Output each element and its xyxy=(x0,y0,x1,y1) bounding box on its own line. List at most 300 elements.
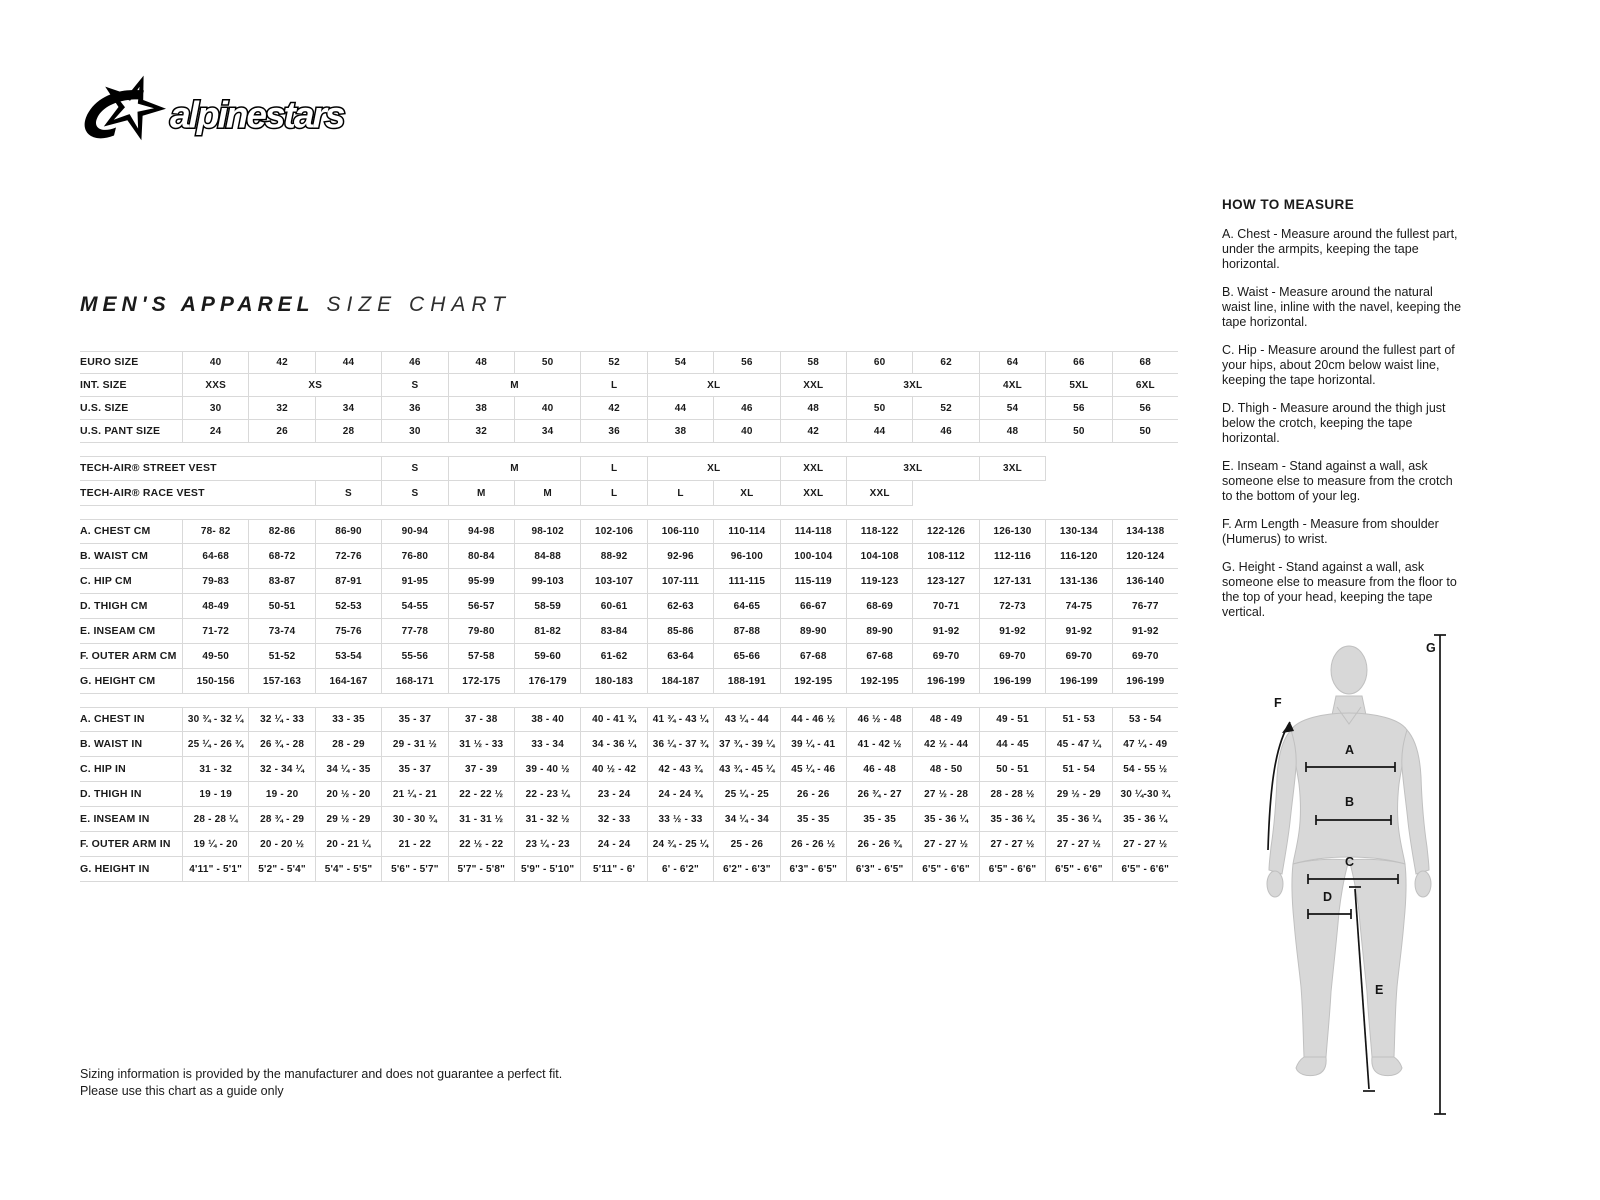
size-cell: 83-87 xyxy=(248,569,314,594)
size-cell: 77-78 xyxy=(381,619,447,644)
size-cell: 65-66 xyxy=(713,644,779,669)
size-cell: 25 ¼ - 26 ¾ xyxy=(182,732,248,757)
size-cell: 40 xyxy=(514,397,580,420)
size-cell: 35 - 36 ¼ xyxy=(912,807,978,832)
row-label: B. WAIST IN xyxy=(80,732,182,757)
size-cell: 37 ¾ - 39 ¼ xyxy=(713,732,779,757)
size-cell xyxy=(1112,481,1178,506)
size-cell: L xyxy=(580,481,646,506)
size-cell: 39 ¼ - 41 xyxy=(780,732,846,757)
size-cell: 164-167 xyxy=(315,669,381,694)
size-cell: 85-86 xyxy=(647,619,713,644)
size-cell: 63-64 xyxy=(647,644,713,669)
size-cell: 6'2" - 6'3" xyxy=(713,857,779,882)
size-cell: 82-86 xyxy=(248,519,314,544)
size-cell: 188-191 xyxy=(713,669,779,694)
size-cell: 86-90 xyxy=(315,519,381,544)
size-cell: 56 xyxy=(713,351,779,374)
label-g: G xyxy=(1426,641,1436,655)
size-cell: 42 - 43 ¾ xyxy=(647,757,713,782)
size-cell: 27 - 27 ½ xyxy=(1112,832,1178,857)
size-cell xyxy=(248,481,314,506)
row-label: U.S. SIZE xyxy=(80,397,182,420)
size-cell: 95-99 xyxy=(448,569,514,594)
size-cell: 110-114 xyxy=(713,519,779,544)
size-cell: 50 xyxy=(514,351,580,374)
size-cell: 28 - 29 xyxy=(315,732,381,757)
table-row xyxy=(80,707,1178,732)
size-cell: 69-70 xyxy=(1045,644,1111,669)
size-cell: XL xyxy=(647,456,780,481)
size-cell: 4XL xyxy=(979,374,1045,397)
size-cell: 22 - 23 ¼ xyxy=(514,782,580,807)
size-cell: 91-92 xyxy=(1045,619,1111,644)
size-cell: 21 ¼ - 21 xyxy=(381,782,447,807)
size-cell: 27 - 27 ½ xyxy=(1045,832,1111,857)
row-label: F. OUTER ARM CM xyxy=(80,644,182,669)
page-title-sub: SIZE CHART xyxy=(326,293,511,316)
size-cell: 28 - 28 ½ xyxy=(979,782,1045,807)
size-cell: 48 - 49 xyxy=(912,707,978,732)
size-cell: 40 - 41 ¾ xyxy=(580,707,646,732)
size-cell: 58-59 xyxy=(514,594,580,619)
footer-disclaimer xyxy=(80,1066,562,1100)
table-row xyxy=(80,669,1178,694)
size-cell: 6'5" - 6'6" xyxy=(912,857,978,882)
size-cell: 34 - 36 ¼ xyxy=(580,732,646,757)
size-cell: 42 xyxy=(780,420,846,443)
size-cell: 76-80 xyxy=(381,544,447,569)
size-cell: 79-83 xyxy=(182,569,248,594)
size-cell: 38 xyxy=(647,420,713,443)
size-cell: S xyxy=(381,481,447,506)
size-cell: 29 ½ - 29 xyxy=(1045,782,1111,807)
size-cell: 6'5" - 6'6" xyxy=(979,857,1045,882)
size-cell: 30 ¾ - 32 ¼ xyxy=(182,707,248,732)
row-label: INT. SIZE xyxy=(80,374,182,397)
size-cell: 94-98 xyxy=(448,519,514,544)
size-cell: 52 xyxy=(912,397,978,420)
size-cell: 103-107 xyxy=(580,569,646,594)
page-title xyxy=(80,293,511,317)
size-cell: 44 xyxy=(846,420,912,443)
row-label: G. HEIGHT CM xyxy=(80,669,182,694)
size-cell: S xyxy=(315,481,381,506)
table-group-sizes xyxy=(80,351,1178,443)
how-to-measure-list xyxy=(1222,227,1558,620)
size-cell: 196-199 xyxy=(912,669,978,694)
page-title-main: MEN'S APPAREL xyxy=(80,293,315,316)
size-cell: 34 xyxy=(514,420,580,443)
size-cell: 42 ½ - 44 xyxy=(912,732,978,757)
size-cell: 56 xyxy=(1045,397,1111,420)
size-cell: 102-106 xyxy=(580,519,646,544)
label-f: F xyxy=(1274,696,1282,710)
size-cell xyxy=(248,456,381,481)
size-cell: 19 - 20 xyxy=(248,782,314,807)
size-cell: 26 - 26 ¾ xyxy=(846,832,912,857)
row-label: EURO SIZE xyxy=(80,351,182,374)
size-cell: 112-116 xyxy=(979,544,1045,569)
size-cell: 92-96 xyxy=(647,544,713,569)
size-cell: M xyxy=(448,456,581,481)
size-cell: 32 - 33 xyxy=(580,807,646,832)
table-row xyxy=(80,594,1178,619)
size-cell: 62-63 xyxy=(647,594,713,619)
size-cell: 55-56 xyxy=(381,644,447,669)
size-cell: 196-199 xyxy=(1045,669,1111,694)
size-cell: 35 - 35 xyxy=(780,807,846,832)
size-cell: 62 xyxy=(912,351,978,374)
size-cell: 127-131 xyxy=(979,569,1045,594)
row-label: TECH-AIR® RACE VEST xyxy=(80,481,182,506)
size-cell: 6XL xyxy=(1112,374,1178,397)
size-cell: 111-115 xyxy=(713,569,779,594)
size-cell: 64-68 xyxy=(182,544,248,569)
size-cell: 45 - 47 ¼ xyxy=(1045,732,1111,757)
size-cell: 32 - 34 ¼ xyxy=(248,757,314,782)
size-cell: 47 ¼ - 49 xyxy=(1112,732,1178,757)
size-cell: 5'2" - 5'4" xyxy=(248,857,314,882)
size-cell xyxy=(182,481,248,506)
size-cell: 46 xyxy=(381,351,447,374)
size-cell: 89-90 xyxy=(780,619,846,644)
size-cell: 4'11" - 5'1" xyxy=(182,857,248,882)
row-label: F. OUTER ARM IN xyxy=(80,832,182,857)
footer-line-1: Sizing information is provided by the manufacturer and does not guarantee a perfect fit. xyxy=(80,1067,563,1081)
size-cell: 6' - 6'2" xyxy=(647,857,713,882)
size-cell xyxy=(1045,481,1111,506)
label-d: D xyxy=(1323,890,1333,904)
size-cell: 44 - 46 ½ xyxy=(780,707,846,732)
size-cell: 88-92 xyxy=(580,544,646,569)
size-cell: 20 - 20 ½ xyxy=(248,832,314,857)
size-cell: 22 - 22 ½ xyxy=(448,782,514,807)
size-cell: 22 ½ - 22 xyxy=(448,832,514,857)
row-label: D. THIGH IN xyxy=(80,782,182,807)
table-row xyxy=(80,569,1178,594)
size-cell: 20 - 21 ¼ xyxy=(315,832,381,857)
row-label: E. INSEAM CM xyxy=(80,619,182,644)
size-cell: 50 xyxy=(1112,420,1178,443)
size-cell: 26 xyxy=(248,420,314,443)
size-cell: L xyxy=(580,374,646,397)
size-cell: 90-94 xyxy=(381,519,447,544)
table-row xyxy=(80,782,1178,807)
row-label: A. CHEST CM xyxy=(80,519,182,544)
size-cell: 31 - 32 xyxy=(182,757,248,782)
size-cell: 30 xyxy=(381,420,447,443)
size-cell: 30 xyxy=(182,397,248,420)
size-cell: 30 - 30 ¾ xyxy=(381,807,447,832)
size-cell: 64 xyxy=(979,351,1045,374)
footer-line-2: Please use this chart as a guide only xyxy=(80,1083,284,1098)
size-cell: 106-110 xyxy=(647,519,713,544)
size-cell: 24 xyxy=(182,420,248,443)
how-to-measure-panel xyxy=(1222,197,1558,633)
size-cell: 48-49 xyxy=(182,594,248,619)
size-cell: 32 xyxy=(248,397,314,420)
label-a: A xyxy=(1345,743,1355,757)
size-cell: 196-199 xyxy=(979,669,1045,694)
size-cell: 196-199 xyxy=(1112,669,1178,694)
size-cell: 107-111 xyxy=(647,569,713,594)
size-cell: 50 xyxy=(846,397,912,420)
size-cell: 32 xyxy=(448,420,514,443)
size-cell: 100-104 xyxy=(780,544,846,569)
size-cell: 52-53 xyxy=(315,594,381,619)
row-label: C. HIP IN xyxy=(80,757,182,782)
size-cell: 98-102 xyxy=(514,519,580,544)
table-row xyxy=(80,481,1178,506)
size-cell xyxy=(912,481,978,506)
size-cell xyxy=(1045,456,1111,481)
table-group-tech xyxy=(80,456,1178,506)
size-cell: 69-70 xyxy=(912,644,978,669)
size-cell: 91-92 xyxy=(912,619,978,644)
size-cell: 56-57 xyxy=(448,594,514,619)
size-cell: 46 xyxy=(912,420,978,443)
size-cell: 24 - 24 ¾ xyxy=(647,782,713,807)
measure-instruction: A. Chest - Measure around the fullest part, under the armpits, keeping the tape horizontal. xyxy=(1222,227,1458,271)
size-cell: M xyxy=(448,374,581,397)
table-row xyxy=(80,807,1178,832)
size-cell: L xyxy=(647,481,713,506)
size-cell: 31 ½ - 33 xyxy=(448,732,514,757)
size-cell: 44 - 45 xyxy=(979,732,1045,757)
size-cell: 41 ¾ - 43 ¼ xyxy=(647,707,713,732)
measure-instruction: C. Hip - Measure around the fullest part of your hips, about 20cm below waist line, keeping the tape horizontal. xyxy=(1222,343,1455,387)
measure-instruction: B. Waist - Measure around the natural waist line, inline with the navel, keeping the tape horizontal. xyxy=(1222,285,1462,329)
size-cell: 67-68 xyxy=(846,644,912,669)
label-c: C xyxy=(1345,855,1355,869)
table-row xyxy=(80,732,1178,757)
size-cell: 58 xyxy=(780,351,846,374)
table-group-in xyxy=(80,707,1178,882)
size-cell: 64-65 xyxy=(713,594,779,619)
size-cell: 119-123 xyxy=(846,569,912,594)
size-cell: S xyxy=(381,374,447,397)
size-cell: 81-82 xyxy=(514,619,580,644)
table-group-cm xyxy=(80,519,1178,694)
size-cell: 42 xyxy=(580,397,646,420)
size-cell: 3XL xyxy=(846,456,979,481)
measure-instruction: G. Height - Stand against a wall, ask someone else to measure from the floor to the top of your head, keeping the tape vertical. xyxy=(1222,560,1457,619)
size-cell: 54 - 55 ½ xyxy=(1112,757,1178,782)
size-cell: 176-179 xyxy=(514,669,580,694)
size-cell: 25 - 26 xyxy=(713,832,779,857)
size-cell: 59-60 xyxy=(514,644,580,669)
size-cell: 68 xyxy=(1112,351,1178,374)
size-cell: 25 ¼ - 25 xyxy=(713,782,779,807)
size-cell: 73-74 xyxy=(248,619,314,644)
size-cell: 69-70 xyxy=(979,644,1045,669)
size-cell: 91-92 xyxy=(1112,619,1178,644)
size-cell: 49-50 xyxy=(182,644,248,669)
size-cell: 46 xyxy=(713,397,779,420)
size-cell: 27 - 27 ½ xyxy=(979,832,1045,857)
size-cell: 44 xyxy=(315,351,381,374)
measure-instruction: E. Inseam - Stand against a wall, ask someone else to measure from the crotch to the bottom of your leg. xyxy=(1222,459,1453,503)
size-cell: 150-156 xyxy=(182,669,248,694)
size-cell: 28 ¾ - 29 xyxy=(248,807,314,832)
size-cell: 38 xyxy=(448,397,514,420)
row-label: G. HEIGHT IN xyxy=(80,857,182,882)
size-cell: 29 - 31 ½ xyxy=(381,732,447,757)
table-row xyxy=(80,832,1178,857)
size-cell: 48 xyxy=(780,397,846,420)
size-cell: 74-75 xyxy=(1045,594,1111,619)
size-cell: XL xyxy=(647,374,780,397)
size-cell: 40 ½ - 42 xyxy=(580,757,646,782)
size-cell: XL xyxy=(713,481,779,506)
alpinestars-logo-text: alpinestars xyxy=(170,94,344,136)
table-row xyxy=(80,456,1178,481)
size-cell: 6'5" - 6'6" xyxy=(1112,857,1178,882)
size-cell: 91-92 xyxy=(979,619,1045,644)
size-cell: 123-127 xyxy=(912,569,978,594)
size-cell: 43 ¼ - 44 xyxy=(713,707,779,732)
size-cell: 42 xyxy=(248,351,314,374)
size-cell: 44 xyxy=(647,397,713,420)
size-cell: 53 - 54 xyxy=(1112,707,1178,732)
size-cell: 108-112 xyxy=(912,544,978,569)
size-cell: 33 - 35 xyxy=(315,707,381,732)
size-cell: 35 - 37 xyxy=(381,707,447,732)
size-cell: 48 xyxy=(448,351,514,374)
size-cell xyxy=(182,456,248,481)
size-cell: 46 ½ - 48 xyxy=(846,707,912,732)
size-cell: XXL xyxy=(780,456,846,481)
size-cell: 120-124 xyxy=(1112,544,1178,569)
size-cell: 87-91 xyxy=(315,569,381,594)
size-cell: 36 ¼ - 37 ¾ xyxy=(647,732,713,757)
size-cell: 104-108 xyxy=(846,544,912,569)
size-cell: 172-175 xyxy=(448,669,514,694)
size-cell: 66 xyxy=(1045,351,1111,374)
table-row xyxy=(80,757,1178,782)
size-cell: 45 ¼ - 46 xyxy=(780,757,846,782)
size-cell: 34 ¼ - 35 xyxy=(315,757,381,782)
size-cell: 33 ½ - 33 xyxy=(647,807,713,832)
size-cell: 23 - 24 xyxy=(580,782,646,807)
size-cell: M xyxy=(448,481,514,506)
size-cell: 80-84 xyxy=(448,544,514,569)
size-cell: 39 - 40 ½ xyxy=(514,757,580,782)
size-cell: 6'3" - 6'5" xyxy=(846,857,912,882)
size-cell: 78- 82 xyxy=(182,519,248,544)
size-cell: 37 - 39 xyxy=(448,757,514,782)
size-cell: 131-136 xyxy=(1045,569,1111,594)
size-cell: 75-76 xyxy=(315,619,381,644)
size-cell: 37 - 38 xyxy=(448,707,514,732)
size-cell: 5'6" - 5'7" xyxy=(381,857,447,882)
size-cell: 99-103 xyxy=(514,569,580,594)
size-cell: 40 xyxy=(182,351,248,374)
size-cell: 54-55 xyxy=(381,594,447,619)
table-row xyxy=(80,397,1178,420)
size-cell: 6'3" - 6'5" xyxy=(780,857,846,882)
size-cell: 27 ½ - 28 xyxy=(912,782,978,807)
size-cell: 43 ¾ - 45 ¼ xyxy=(713,757,779,782)
table-row xyxy=(80,420,1178,443)
size-cell: 72-73 xyxy=(979,594,1045,619)
size-cell: 192-195 xyxy=(780,669,846,694)
table-row xyxy=(80,644,1178,669)
size-cell: 157-163 xyxy=(248,669,314,694)
size-cell: S xyxy=(381,456,447,481)
size-cell: 5'9" - 5'10" xyxy=(514,857,580,882)
size-table xyxy=(80,351,1178,895)
size-cell xyxy=(1112,456,1178,481)
size-cell: 96-100 xyxy=(713,544,779,569)
size-cell: 48 xyxy=(979,420,1045,443)
measurement-figure xyxy=(1238,612,1560,1124)
size-cell: 61-62 xyxy=(580,644,646,669)
size-cell: 41 - 42 ½ xyxy=(846,732,912,757)
size-cell xyxy=(979,481,1045,506)
size-cell: L xyxy=(580,456,646,481)
size-cell: 180-183 xyxy=(580,669,646,694)
size-cell: 23 ¼ - 23 xyxy=(514,832,580,857)
size-cell: 67-68 xyxy=(780,644,846,669)
size-cell: 46 - 48 xyxy=(846,757,912,782)
table-row xyxy=(80,374,1178,397)
size-cell: 87-88 xyxy=(713,619,779,644)
size-cell: 68-69 xyxy=(846,594,912,619)
size-cell: 35 - 36 ¼ xyxy=(979,807,1045,832)
label-e: E xyxy=(1375,983,1384,997)
size-cell: 48 - 50 xyxy=(912,757,978,782)
size-cell: 36 xyxy=(580,420,646,443)
size-cell: 34 xyxy=(315,397,381,420)
size-cell: 28 - 28 ¼ xyxy=(182,807,248,832)
size-cell: 50 xyxy=(1045,420,1111,443)
row-label: A. CHEST IN xyxy=(80,707,182,732)
size-cell: 51 - 53 xyxy=(1045,707,1111,732)
alpinestars-star-icon xyxy=(85,76,166,141)
size-cell: XS xyxy=(248,374,381,397)
size-cell: 116-120 xyxy=(1045,544,1111,569)
size-cell: 31 - 31 ½ xyxy=(448,807,514,832)
size-cell: 19 - 19 xyxy=(182,782,248,807)
size-cell: 54 xyxy=(979,397,1045,420)
size-cell: 27 - 27 ½ xyxy=(912,832,978,857)
size-cell: 24 - 24 xyxy=(580,832,646,857)
row-label: C. HIP CM xyxy=(80,569,182,594)
size-cell: 136-140 xyxy=(1112,569,1178,594)
size-cell: 68-72 xyxy=(248,544,314,569)
size-cell: XXL xyxy=(780,481,846,506)
row-label: D. THIGH CM xyxy=(80,594,182,619)
size-cell: 3XL xyxy=(846,374,979,397)
size-cell: 115-119 xyxy=(780,569,846,594)
row-label: TECH-AIR® STREET VEST xyxy=(80,456,182,481)
size-cell: 114-118 xyxy=(780,519,846,544)
size-cell: 30 ¼-30 ¾ xyxy=(1112,782,1178,807)
size-cell: 26 ¾ - 27 xyxy=(846,782,912,807)
size-cell: XXL xyxy=(846,481,912,506)
row-label: E. INSEAM IN xyxy=(80,807,182,832)
size-cell: 89-90 xyxy=(846,619,912,644)
size-cell: 71-72 xyxy=(182,619,248,644)
size-cell: 184-187 xyxy=(647,669,713,694)
size-cell: 118-122 xyxy=(846,519,912,544)
size-cell: 54 xyxy=(647,351,713,374)
size-cell: 35 - 37 xyxy=(381,757,447,782)
size-cell: 60-61 xyxy=(580,594,646,619)
size-cell: 36 xyxy=(381,397,447,420)
